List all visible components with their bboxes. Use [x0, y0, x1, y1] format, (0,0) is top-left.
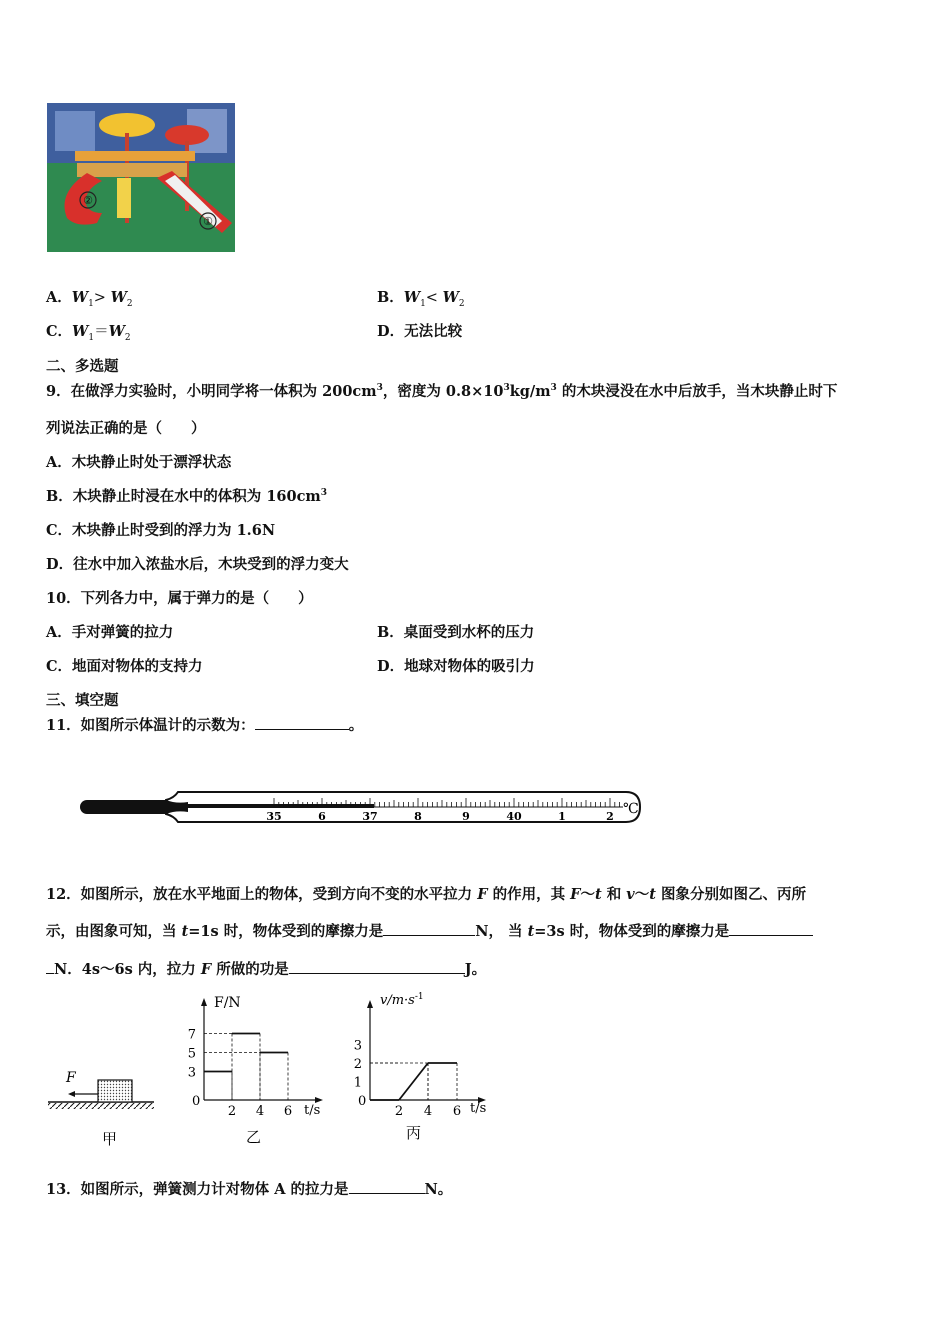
block	[98, 1080, 132, 1102]
option-letter: B．	[377, 624, 404, 641]
w-symbol: W	[71, 289, 89, 306]
q12-answer-blank-3[interactable]	[289, 959, 465, 974]
option-letter: D．	[377, 323, 405, 340]
playground-slide-photo	[47, 103, 235, 252]
y-tick-label: 3	[187, 1065, 196, 1081]
q10-option-c[interactable]	[46, 655, 203, 676]
q12-stem-line2: 示，由图象可知，当 t=1s 时，物体受到的摩擦力是 N， 当 t=3s 时，物体受到的摩擦力是	[46, 920, 813, 941]
q12-answer-blank-2b[interactable]	[46, 959, 54, 974]
figure-caption-jia: 甲	[102, 1130, 118, 1148]
arrow-head-icon	[68, 1091, 75, 1097]
x-tick-label: 6	[283, 1104, 293, 1119]
subscript: 1	[88, 332, 95, 343]
scale-label: 6	[318, 810, 326, 823]
celsius-unit: ℃	[623, 801, 639, 817]
w-symbol: W	[108, 323, 125, 340]
q8-option-c[interactable]	[46, 320, 131, 343]
q13-answer-blank[interactable]	[349, 1179, 425, 1194]
q12-answer-blank-2a[interactable]	[729, 921, 813, 936]
operator: >	[93, 290, 111, 306]
option-text: 木块静止时处于漂浮状态	[71, 454, 232, 471]
subscript: 2	[126, 298, 133, 309]
subscript: 2	[458, 298, 465, 309]
q9-stem-line1: 9．在做浮力实验时，小明同学将一体积为 $200cm^3$，密度为 $0.8\times 10^3kg/m^3$ 的木块浸没在水中后放手，当木块静止时下	[46, 383, 838, 400]
option-letter: A．	[46, 624, 72, 641]
v-t-chart	[352, 988, 502, 1150]
option-letter: C．	[46, 658, 73, 675]
q12-stem-line3: N．4s～6s 内，拉力 F 所做的功是 J。	[46, 958, 486, 979]
q13-stem: 13．如图所示，弹簧测力计对物体 A 的拉力是 N。	[46, 1181, 453, 1198]
option-text: 手对弹簧的拉力	[71, 624, 174, 641]
subscript: 1	[88, 298, 94, 309]
scale-label: 8	[414, 810, 422, 823]
subscript: 2	[124, 332, 131, 343]
q12-answer-blank-1[interactable]	[383, 921, 475, 936]
option-text: 木块静止时浸在水中的体积为 160cm	[72, 488, 321, 505]
option-letter: B．	[46, 488, 73, 505]
slide-2-label: ②	[83, 194, 93, 207]
section-title-fill-in: 三、填空题	[46, 692, 119, 709]
q10-option-b[interactable]	[377, 621, 534, 642]
q10-option-a[interactable]	[46, 621, 173, 642]
q8-option-a[interactable]	[46, 286, 133, 309]
y-axis-label: F/N	[214, 995, 241, 1011]
option-text: 桌面受到水杯的压力	[403, 624, 535, 641]
option-letter: D．	[46, 556, 74, 573]
w-symbol: W	[442, 289, 459, 306]
option-letter: C．	[46, 323, 73, 340]
option-text: 往水中加入浓盐水后，木块受到的浮力变大	[73, 556, 349, 573]
y-axis-arrow-icon	[367, 1000, 373, 1008]
option-text: 无法比较	[404, 323, 463, 340]
q8-option-b[interactable]	[377, 286, 465, 309]
playground-illustration	[47, 103, 235, 252]
q12-stem-line1: 12．如图所示，放在水平地面上的物体，受到方向不变的水平拉力 F 的作用，其 F～t 和 v～t 图象分别如图乙、丙所	[46, 886, 806, 903]
y-tick-label: 5	[187, 1046, 196, 1062]
q11-answer-blank[interactable]	[255, 715, 349, 730]
x-tick-label: 2	[394, 1104, 404, 1119]
x-tick-label: 4	[255, 1104, 265, 1119]
y-tick-label: 3	[353, 1038, 362, 1054]
x-tick-label: 2	[227, 1104, 237, 1119]
operator: <	[425, 290, 443, 306]
scale-label: 37	[362, 810, 378, 823]
w-symbol: W	[72, 323, 89, 340]
q9-option-c[interactable]	[46, 519, 275, 540]
option-text: 地球对物体的吸引力	[404, 658, 535, 675]
data-segment	[399, 1063, 428, 1100]
option-letter: B．	[377, 289, 404, 306]
figure-caption-yi: 乙	[246, 1128, 262, 1146]
ground-hatching	[48, 1103, 154, 1109]
x-tick-label: 4	[423, 1104, 433, 1119]
q10-option-d[interactable]	[377, 655, 535, 676]
scale-label: 2	[606, 810, 614, 823]
x-axis-label: t/s	[470, 1101, 487, 1116]
figure-caption-bing: 丙	[406, 1124, 422, 1142]
y-tick-label: 2	[353, 1057, 362, 1072]
q9-stem-line2: 列说法正确的是（ ）	[46, 420, 206, 437]
q9-option-d[interactable]	[46, 553, 349, 574]
origin-label: 0	[192, 1094, 201, 1109]
scale-label: 40	[506, 810, 522, 823]
figure-bing-v-t-graph	[352, 988, 502, 1150]
thermometer-drawing	[78, 786, 643, 828]
q9-option-b[interactable]: B．木块静止时浸在水中的体积为 $160cm^3$	[46, 488, 328, 505]
x-axis-label: t/s	[304, 1103, 321, 1118]
subscript: 1	[420, 298, 426, 309]
origin-label: 0	[358, 1094, 367, 1109]
y-tick-label: 7	[187, 1027, 196, 1043]
scale-label: 1	[558, 810, 566, 823]
option-letter: A．	[46, 289, 72, 306]
figure-yi-f-t-graph	[184, 990, 334, 1150]
w-symbol: W	[403, 289, 421, 306]
option-text: 地面对物体的支持力	[72, 658, 203, 675]
q8-option-d[interactable]	[377, 320, 462, 341]
option-letter: A．	[46, 454, 72, 471]
clinical-thermometer	[78, 786, 643, 828]
q11-stem: 11．如图所示体温计的示数为： 。	[46, 717, 364, 734]
operator: ＝	[94, 324, 109, 340]
option-letter: C．	[46, 522, 73, 539]
w-symbol: W	[110, 289, 127, 306]
option-letter: D．	[377, 658, 405, 675]
figure-jia	[46, 1065, 158, 1150]
scale-label: 35	[266, 810, 282, 823]
x-tick-label: 6	[452, 1104, 462, 1119]
force-label: F	[66, 1070, 76, 1086]
q10-stem: 10．下列各力中，属于弹力的是（ ）	[46, 590, 313, 607]
q9-option-a[interactable]	[46, 451, 231, 472]
section-title-multiple-choice: 二、多选题	[46, 358, 119, 375]
y-tick-label: 1	[353, 1075, 362, 1091]
y-axis-label: $v/m\cdot s^{-1}$	[380, 992, 424, 1008]
block-on-ground-diagram	[46, 1065, 158, 1150]
slide-1-label: ①	[203, 215, 213, 228]
scale-label: 9	[462, 810, 470, 823]
f-t-chart	[184, 990, 334, 1150]
y-axis-arrow-icon	[201, 998, 207, 1006]
option-text: 木块静止时受到的浮力为 1.6N	[72, 522, 276, 539]
